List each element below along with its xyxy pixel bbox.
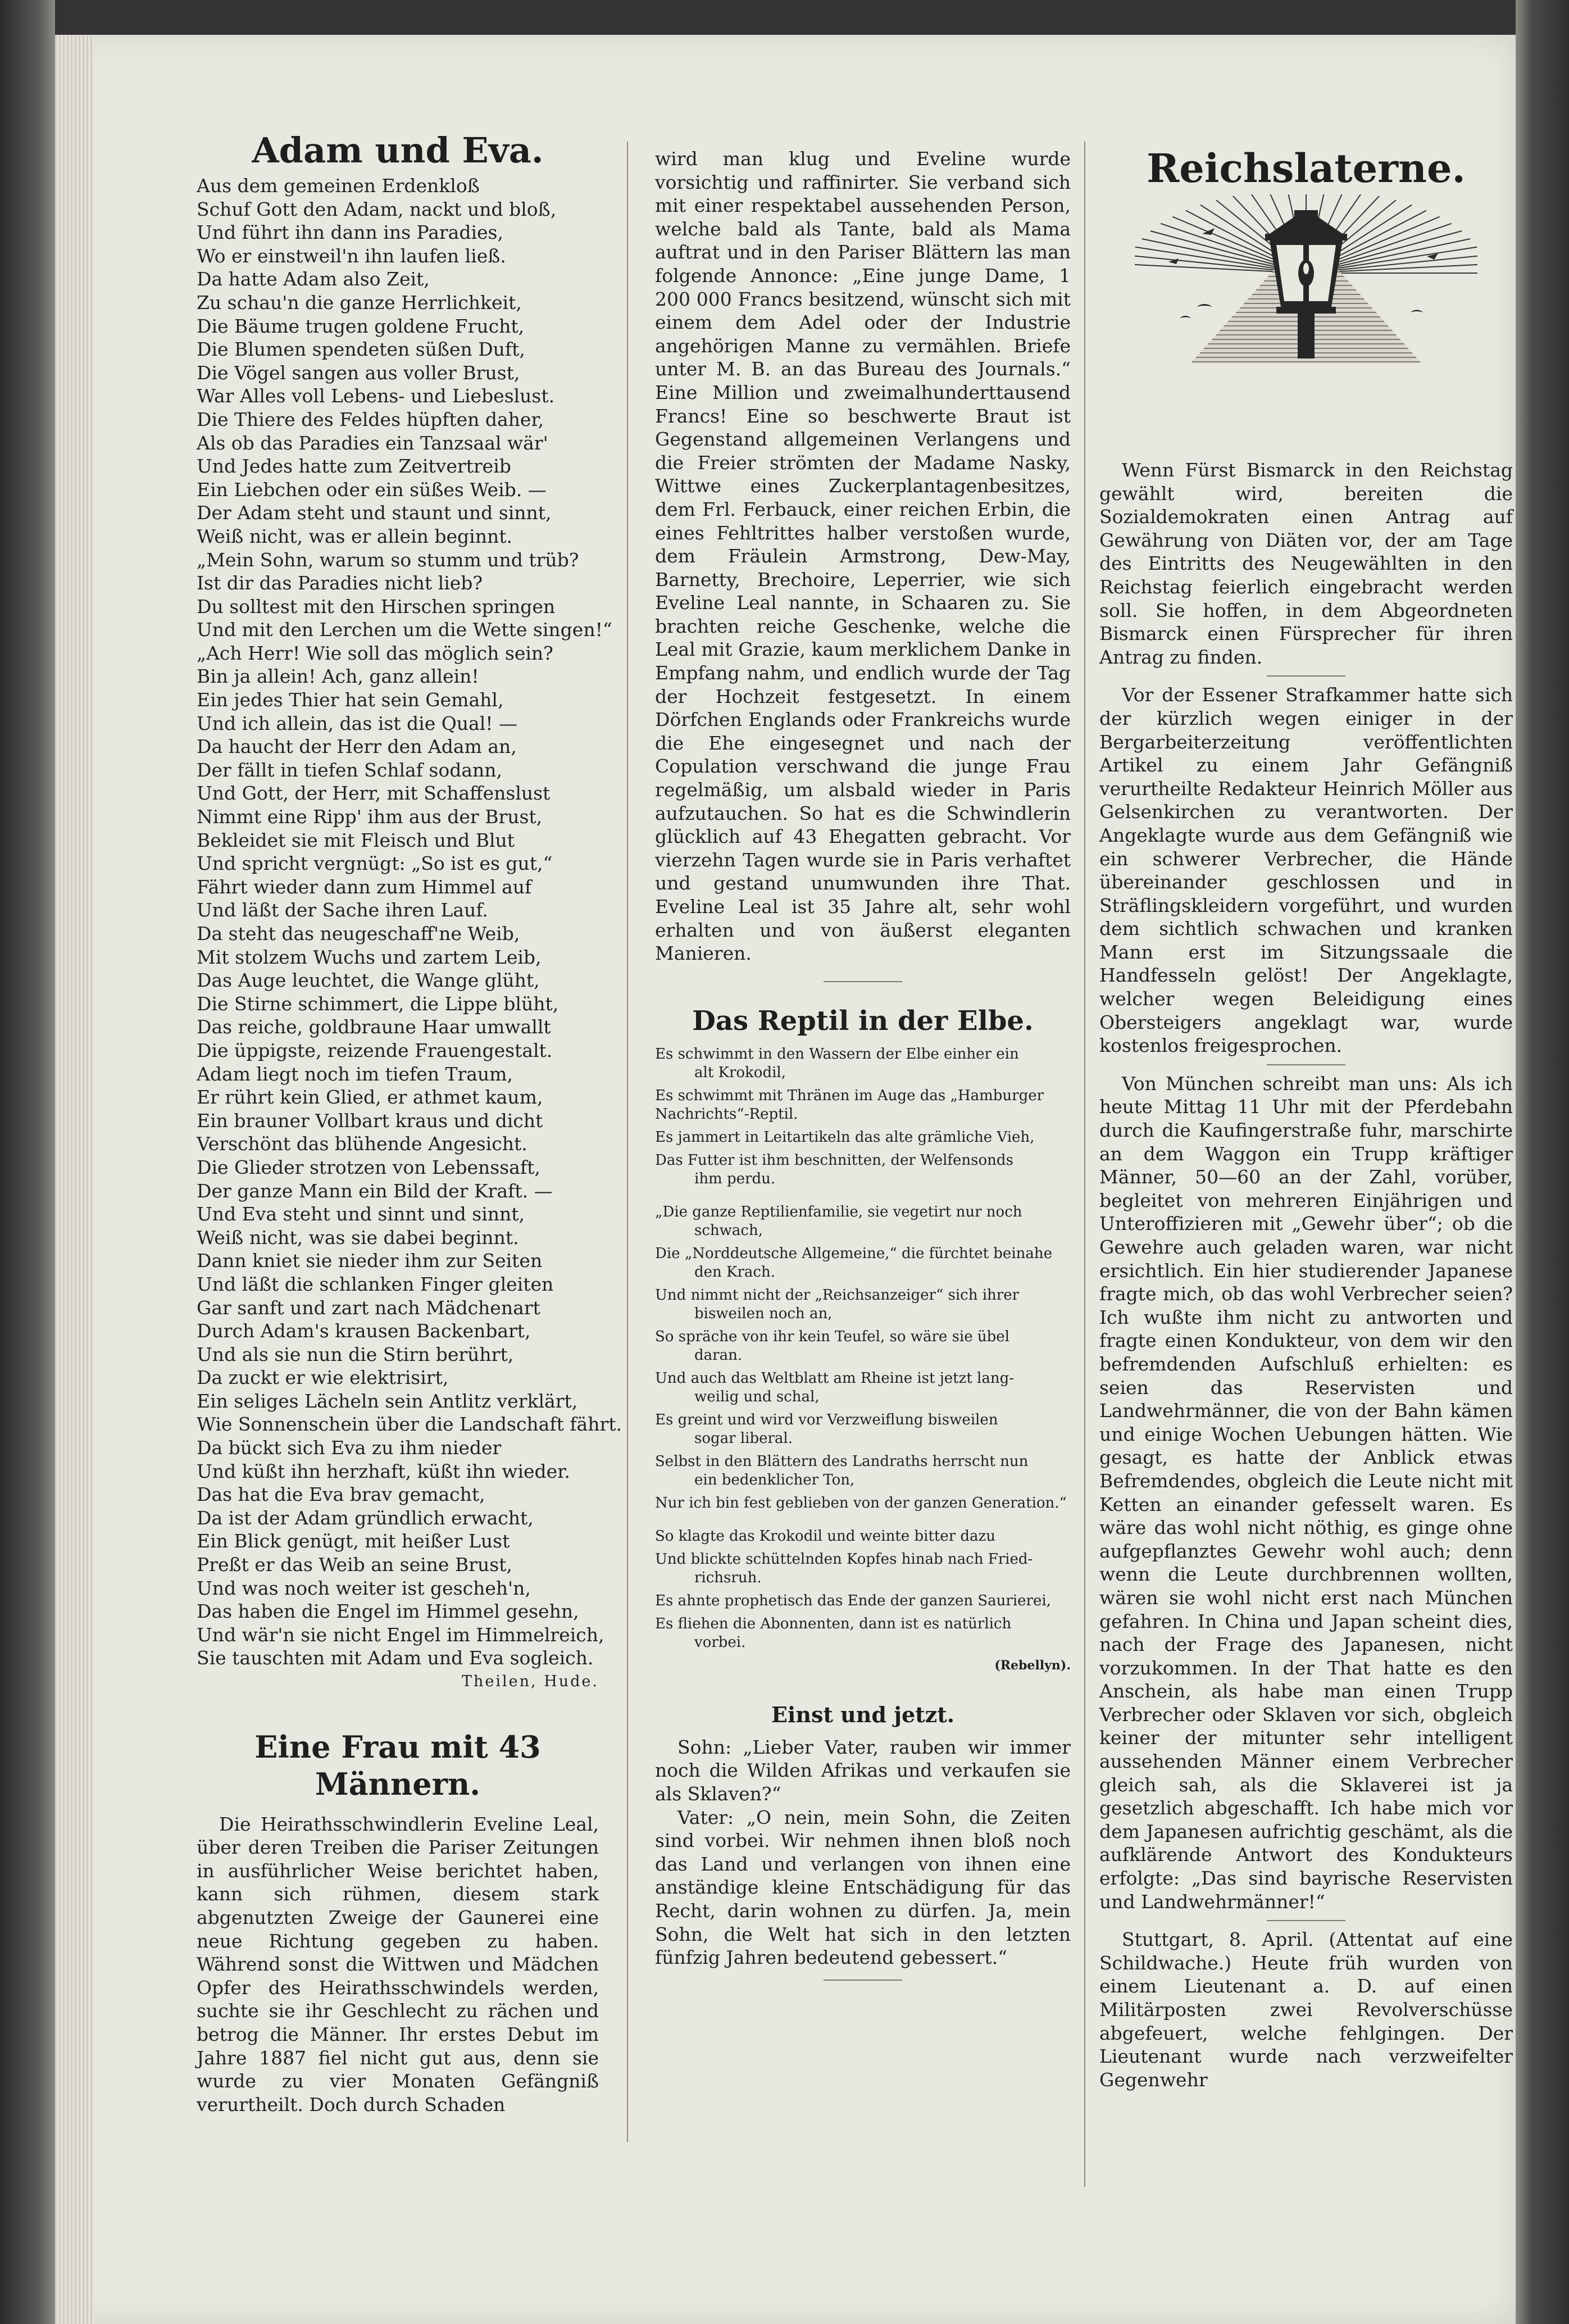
poem-couplet [655,1453,1071,1490]
article-title-reptil-in-der-elbe: Das Reptil in der Elbe. [692,1005,1034,1037]
poem-line: alt Krokodil, [694,1064,786,1081]
poem-line: Und auch das Weltblatt am Rheine ist jetzt lang- [655,1369,1015,1387]
poem-line: Und blickte schüttelnden Kopfes hinab nach Fried- [655,1550,1033,1568]
poem-line: Und als sie nun die Stirn berührt, [197,1343,514,1365]
separator-rule-end [824,1980,902,1981]
poem-line: Das Auge leuchtet, die Wange glüht, [197,969,540,992]
article-title-einst-und-jetzt: Einst und jetzt. [771,1701,955,1727]
poem-line: „Mein Sohn, warum so stumm und trüb? [197,548,579,571]
notice-stuttgart-attentat: Stuttgart, 8. April. (Attentat auf eine Schildwache.) Heute früh wurden von einem Lieutenant a. D. auf einen Militärposten zwei Revolverschüsse abgefeuert, welche fehlgingen. Der Lieutenant wurde nach verzweifelter Gegenwehr [1099,1928,1513,2091]
poem-line: Die Thiere des Feldes hüpften daher, [197,408,544,430]
poem-couplet [655,1245,1071,1282]
article-frau-43-maennern-continued: wird man klug und Eveline wurde vorsichtig und raffinirter. Sie verband sich mit einer respektabel aussehenden Person, welche bald als Tante, bald als Mama auftrat und in den Pariser Blättern las man folgende Annonce: „Eine junge Dame, 1 200 000 Francs besitzend, wünscht sich mit einem dem Adel oder der Industrie angehörigen Manne zu vermählen. Briefe unter M. B. an das Bureau des Journals.“ Eine Million und zweimalhunderttausend Francs! Eine so beschwerte Braut ist Gegenstand allgemeinen Verlangens und die Freier strömten der Madame Nasky, Wittwe eines Zuckerplantagenbesitzes, dem Frl. Ferbauck, einer reichen Erbin, die eines Fehltrittes halber verstoßen wurde, dem Fräulein Armstrong, Dew-May, Barnetty, Brechoire, Leperrier, wie sich Eveline Leal nannte, in Schaaren zu. Sie brachten reiche Geschenke, welche die Leal mit Grazie, kaum merklichem Danke in Empfang nahm, und endlich wurde der Tag der Hochzeit festgesetzt. In einem Dörfchen Englands oder Frankreichs wurde die Ehe eingesegnet und nach der Copulation verschwand die junge Frau regelmäßig, um alsbald wieder in Paris aufzutauchen. So hat es die Schwindlerin glücklich auf 43 Ehegatten gebracht. Vor vierzehn Tagen wurde sie in Paris verhaftet und gestand unumwunden ihre That. Eveline Leal ist 35 Jahre alt, sehr wohl erhalten und von äußerst eleganten Manieren. [655,148,1071,965]
poem-line: Und mit den Lerchen um die Wette singen!“ [197,619,612,641]
poem-couplet [655,1328,1071,1365]
poem-line: Und spricht vergnügt: „So ist es gut,“ [197,852,553,875]
poem-couplet [655,1369,1071,1406]
poem-line: Es greint und wird vor Verzweiflung bisweilen [655,1411,998,1428]
poem-line: Und nimmt nicht der „Reichsanzeiger“ sich ihrer [655,1286,1020,1304]
poem-line: Als ob das Paradies ein Tanzsaal wär' [197,432,548,454]
poem-line: Es fliehen die Abonnenten, dann ist es natürlich [655,1615,1012,1632]
separator-rule-1 [1267,675,1345,677]
poem-line: Und Eva steht und sinnt und sinnt, [197,1203,525,1225]
column-1 [197,130,622,2116]
poem-adam-und-eva [197,174,622,1670]
poem-line: Ein Liebchen oder ein süßes Weib. — [197,478,547,501]
poem-line: Weiß nicht, was er allein beginnt. [197,525,512,547]
poem-couplet [655,1527,1071,1546]
poem-line: Und Gott, der Herr, mit Schaffenslust [197,782,551,805]
poem-line: Die Vögel sangen aus voller Brust, [197,361,520,384]
separator-rule-3 [1267,1920,1345,1921]
poem-line: Und läßt der Sache ihren Lauf. [197,899,488,922]
article-title-frau-43-maennern: Eine Frau mit 43 Männern. [254,1728,541,1802]
notice-essener-strafkammer: Vor der Essener Strafkammer hatte sich der kürzlich wegen einiger in der Bergarbeiterzeitung veröffentlichten Artikel zu einem Jahr Gefängniß verurtheilte Redakteur Heinrich Möller aus Gelsenkirchen zu verantworten. Der Angeklagte wurde aus dem Gefängniß wie ein schwerer Verbrecher, die Hände übereinander geschlossen und in Sträflingskleidern vorgeführt, und wurden dem sichtlich schwachen und kranken Mann erst im Sitzungssaale die Handfesseln gelöst! Der Angeklagte, welcher wegen Beleidigung eines Obersteigers angeklagt war, wurde kostenlos freigesprochen. [1099,684,1513,1057]
poem-line: Nimmt eine Ripp' ihm aus der Brust, [197,806,543,828]
poem-line: Und Jedes hatte zum Zeitvertreib [197,455,511,478]
poem-line: Der Adam steht und staunt und sinnt, [197,502,552,524]
notice-bismarck-diaeten: Wenn Fürst Bismarck in den Reichstag gewählt wird, bereiten die Sozialdemokraten einen Antrag auf Gewährung von Diäten vor, der am Tage des Eintritts des Neugewählten in den Reichstag feierlich eingebracht werden soll. Sie hoffen, in dem Abgeordneten Bismarck einen Fürsprecher für ihren Antrag zu finden. [1099,459,1513,668]
poem-couplet [655,1128,1071,1147]
poem-line: Da zuckt er wie elektrisirt, [197,1367,449,1389]
poem-line: Schuf Gott den Adam, nackt und bloß, [197,198,557,220]
poem-line: Ein brauner Vollbart kraus und dicht [197,1109,543,1132]
poem-line: Der fällt in tiefen Schlaf sodann, [197,759,503,781]
poem-line: Und was noch weiter ist gescheh'n, [197,1577,531,1599]
poem-line: Du solltest mit den Hirschen springen [197,595,556,618]
separator-rule [824,981,902,982]
poem-line: „Ach Herr! Wie soll das möglich sein? [197,642,553,664]
poem-line: Er rührt kein Glied, er athmet kaum, [197,1086,543,1109]
poem-line: Verschönt das blühende Angesicht. [197,1133,527,1155]
poem-line: Selbst in den Blättern des Landraths herrscht nun [655,1453,1029,1470]
poem-line: Die Bäume trugen goldene Frucht, [197,315,525,337]
poem-line: weilig und schal, [694,1388,820,1405]
poem-line: Und führt ihn dann ins Paradies, [197,221,503,244]
poem-line: vorbei. [694,1633,746,1651]
poem-line: Und wär'n sie nicht Engel im Himmelreich, [197,1623,604,1646]
poem-line: Die Stirne schimmert, die Lippe blüht, [197,992,559,1015]
poem-line: ein bedenklicher Ton, [694,1471,855,1488]
poem-couplet [655,1550,1071,1587]
poem-line: So spräche von ihr kein Teufel, so wäre sie übel [655,1328,1009,1345]
poem-couplet [655,1411,1071,1448]
poem-line: Mit stolzem Wuchs und zartem Leib, [197,946,542,968]
poem-line: Es schwimmt mit Thränen im Auge das „Hamburger Nachrichts“-Reptil. [655,1087,1044,1123]
column-rule-right [1084,142,1085,2187]
poem-line: Die Glieder strotzen von Lebenssaft, [197,1156,540,1178]
poem-line: Es schwimmt in den Wassern der Elbe einher ein [655,1045,1019,1063]
poem-line: Durch Adam's krausen Backenbart, [197,1320,531,1342]
article-frau-43-maennern: Die Heirathsschwindlerin Eveline Leal, über deren Treiben die Pariser Zeitungen in ausführlicher Weise berichtet haben, kann sich rühmen, diesem stark abgenutzten Zweige der Gaunerei eine neue Richtung gegeben zu haben. Während sonst die Wittwen und Mädchen Opfer des Heirathsschwindels werden, suchte sie ihr Geschlecht zu rächen und betrog die Männer. Ihr erstes Debut im Jahre 1887 fiel nicht gut aus, denn sie wurde zu vier Monaten Gefängniß verurtheilt. Doch durch Schaden [197,1813,599,2116]
poem-couplet [655,1151,1071,1188]
poem-line: Das Futter ist ihm beschnitten, der Welfensonds [655,1151,1013,1169]
dialog-father: Vater: „O nein, mein Sohn, die Zeiten sind vorbei. Wir nehmen ihnen bloß noch das Land und verlangen von ihnen eine anständige kleine Entschädigung für das Recht, darin wohnen zu dürfen. Ja, mein Sohn, die Welt hat sich in den letzten fünfzig Jahren bedeutend gebessert.“ [655,1806,1071,1969]
scan-right-edge [1516,0,1569,2324]
poem-couplet [655,1615,1071,1652]
poem-line: Und küßt ihn herzhaft, küßt ihn wieder. [197,1460,570,1482]
poem-line: Das haben die Engel im Himmel gesehn, [197,1600,579,1623]
poem-line: sogar liberal. [694,1429,793,1447]
poem-couplet [655,1286,1071,1323]
poem-line: Ein seliges Lächeln sein Antlitz verklärt, [197,1390,578,1412]
poem-line: Es ahnte prophetisch das Ende der ganzen Saurierei, [655,1592,1051,1609]
column-3 [1099,459,1513,2091]
poem-couplet [655,1494,1071,1513]
poem-line: Das reiche, goldbraune Haar umwallt [197,1016,551,1038]
poem-line: Da ist der Adam gründlich erwacht, [197,1506,534,1529]
poem-line: Dann kniet sie nieder ihm zur Seiten [197,1250,543,1272]
section-title-reichslaterne: Reichslaterne. [1147,145,1466,192]
poem-reptil-in-der-elbe [655,1045,1071,1652]
poem-line: Ist dir das Paradies nicht lieb? [197,572,483,594]
poem-line: „Die ganze Reptilienfamilie, sie vegetirt nur noch [655,1203,1022,1220]
poem-line: Adam liegt noch im tiefen Traum, [197,1063,513,1085]
dialog-son: Sohn: „Lieber Vater, rauben wir immer noch die Wilden Afrikas und verkaufen sie als Sklaven?“ [655,1736,1071,1805]
poem-line: War Alles voll Lebens- und Liebeslust. [197,385,555,407]
poem-source: (Rebellyn). [994,1658,1071,1673]
poem-line: Die „Norddeutsche Allgemeine,“ die fürchtet beinahe [655,1245,1053,1262]
poem-line: Da hatte Adam also Zeit, [197,268,430,290]
poem-line: Ein Blick genügt, mit heißer Lust [197,1530,510,1553]
poem-line: Preßt er das Weib an seine Brust, [197,1554,512,1576]
poem-line: Gar sanft und zart nach Mädchenart [197,1296,540,1319]
poem-line: Bekleidet sie mit Fleisch und Blut [197,829,515,851]
poem-line: Der ganze Mann ein Bild der Kraft. — [197,1179,553,1202]
poem-line: Weiß nicht, was sie dabei beginnt. [197,1226,519,1249]
poem-line: den Krach. [694,1263,775,1281]
poem-line: bisweilen noch an, [694,1305,833,1322]
poem-line: Aus dem gemeinen Erdenkloß [197,175,480,197]
poem-line: daran. [694,1346,743,1364]
street-lantern-illustration [1135,194,1477,369]
poem-line: Da steht das neugeschaff'ne Weib, [197,923,520,945]
poem-couplet [655,1087,1071,1124]
poem-line: Ein jedes Thier hat sein Gemahl, [197,689,504,711]
poem-line: Und läßt die schlanken Finger gleiten [197,1273,554,1295]
separator-rule-2 [1267,1064,1345,1065]
notice-muenchen-reservisten: Von München schreibt man uns: Als ich heute Mittag 11 Uhr mit der Pferdebahn durch die Kaufingerstraße fuhr, marschirte an dem Waggon ein Trupp kräftiger Männer, 50—60 an der Zahl, vorüber, begleitet von mehreren Einjährigen und Unteroffizieren mit „Gewehr über“; ob die Gewehre auch geladen waren, war nicht ersichtlich. Ein hier studierender Japanese fragte mich, ob das wohl Verbrecher seien? Ich wußte ihm nicht zu antworten und fragte einen Kondukteur, von dem wir den befremdenden Aufschluß erhielten: es seien das Reservisten und Landwehrmänner, die von der Bahn kämen und einige Wochen Uebungen hätten. Wie gesagt, es hatte der Anblick etwas Befremdendes, obgleich die Leute nicht mit Ketten an einander gefesselt waren. Es wäre das wohl nicht nöthig, es ginge ohne aufgepflanztes Gewehr wohl auch; denn wenn die Leute durchbrennen wollten, wären sie wohl nicht erst nach München gefahren. In China und Japan scheint dies, nach der Frage des Japanesen, nicht vorzukommen. In der That hatte es den Anschein, als habe man einen Trupp Verbrecher oder Sklaven vor sich, obgleich keiner der mitunter sehr intelligent aussehenden Männer einem Verbrecher gleich sah, als die Sklaverei ist ja gesetzlich abgeschafft. Ich habe mich vor dem Japanesen aufrichtig geschämt, als die aufklärende Antwort des Kondukteurs erfolgte: „Das sind bayrische Reservisten und Landwehrmänner!“ [1099,1072,1513,1913]
poem-line: Fährt wieder dann zum Himmel auf [197,875,532,898]
poem-line: Da haucht der Herr den Adam an, [197,736,517,758]
poem-line: Da bückt sich Eva zu ihm nieder [197,1437,502,1459]
poem-line: Sie tauschten mit Adam und Eva sogleich. [197,1647,594,1669]
poem-line: Wo er einstweil'n ihn laufen ließ. [197,244,506,267]
poem-line: richsruh. [694,1569,762,1586]
poem-line: So klagte das Krokodil und weinte bitter dazu [655,1527,995,1545]
poem-line: ihm perdu. [694,1170,776,1187]
poem-line: Die Blumen spendeten süßen Duft, [197,338,525,361]
scan-binding-edge [0,0,55,2324]
poem-line: Und ich allein, das ist die Qual! — [197,712,518,734]
poem-line: Es jammert in Leitartikeln das alte grämliche Vieh, [655,1128,1035,1146]
poem-line: Bin ja allein! Ach, ganz allein! [197,665,479,688]
poem-line: Zu schau'n die ganze Herrlichkeit, [197,291,522,314]
poem-couplet [655,1592,1071,1610]
page-stack-edge [55,35,94,2324]
poem-couplet [655,1203,1071,1240]
poem-line: Das hat die Eva brav gemacht, [197,1483,485,1506]
article-title-adam-und-eva: Adam und Eva. [252,130,544,171]
poem-signature: Theilen, Hude. [462,1673,599,1690]
poem-line: Die üppigste, reizende Frauengestalt. [197,1039,553,1061]
poem-line: Wie Sonnenschein über die Landschaft fährt. [197,1413,622,1436]
poem-couplet [655,1045,1071,1082]
column-2 [655,147,1071,1991]
poem-line: schwach, [694,1222,763,1239]
poem-line: Nur ich bin fest geblieben von der ganzen Generation.“ [655,1494,1067,1511]
column-rule-left [627,142,628,2142]
column-3-header [1099,145,1513,384]
